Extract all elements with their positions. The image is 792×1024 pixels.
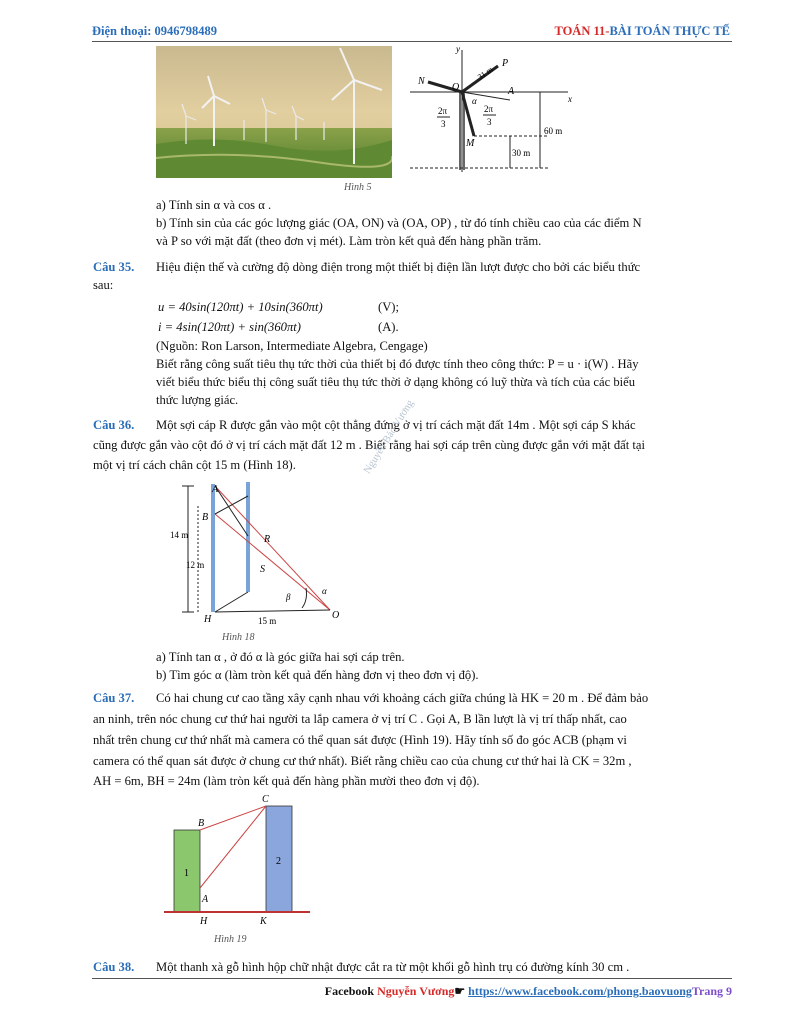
q35-eq-current-unit: (A). bbox=[378, 320, 399, 334]
fig5-left-angle-den: 3 bbox=[441, 119, 446, 129]
header-rule bbox=[92, 41, 732, 42]
q37-line5: AH = 6m, BH = 24m (làm tròn kết quả đến hàng phần mười theo đơn vị độ). bbox=[93, 774, 480, 788]
wind-turbine-photo bbox=[156, 46, 392, 178]
q35-label: Câu 35. bbox=[93, 260, 135, 274]
q36-label: Câu 36. bbox=[93, 418, 135, 432]
header-phone: Điện thoại: 0946798489 bbox=[92, 24, 217, 38]
fig5-60m-label: 60 m bbox=[544, 126, 563, 136]
pointing-hand-icon: ☛ bbox=[454, 984, 466, 998]
fig5-right-angle-num: 2π bbox=[484, 104, 494, 114]
fig5-O-label: O bbox=[452, 82, 460, 93]
fig5-alpha-label: α bbox=[472, 96, 477, 106]
fig18-15m-label: 15 m bbox=[258, 616, 277, 626]
fig5-P-label: P bbox=[502, 58, 509, 69]
q35-eq-current: i = 4sin(120πt) + sin(360πt) bbox=[158, 320, 301, 334]
q36-part-b: b) Tìm góc α (làm tròn kết quả đến hàng đơn vị theo đơn vị độ). bbox=[156, 668, 479, 682]
q36-line3: một vị trí cách chân cột 15 m (Hình 18). bbox=[93, 458, 296, 472]
building-diagram bbox=[164, 790, 316, 928]
q34-part-b-line1: b) Tính sin của các góc lượng giác (OA, ON) và (OA, OP) , từ đó tính chiều cao của các điểm N bbox=[156, 216, 642, 230]
fig19-A-label: A bbox=[202, 894, 209, 905]
q37-line4: camera có thể quan sát được ở chung cư thứ nhất). Biết rằng chiều cao của chung cư thứ hai là CK = 32m , bbox=[93, 754, 632, 768]
header-topic-prefix: TOÁN 11- bbox=[554, 24, 610, 38]
fig18-caption: Hình 18 bbox=[222, 632, 255, 643]
fig18-alpha-label: α bbox=[322, 586, 327, 596]
turbine-diagram bbox=[400, 44, 580, 178]
footer-facebook: Facebook bbox=[324, 984, 375, 998]
pole-2 bbox=[246, 482, 250, 592]
fig5-right-angle-den: 3 bbox=[487, 117, 492, 127]
header-topic bbox=[554, 24, 730, 39]
q35-eq-voltage-unit: (V); bbox=[378, 300, 399, 314]
pole-1 bbox=[211, 484, 215, 612]
fig18-O-label: O bbox=[332, 610, 340, 621]
fig19-caption: Hình 19 bbox=[214, 934, 247, 945]
q35-line5: thức lượng giác. bbox=[156, 393, 239, 407]
q37-line2: an ninh, trên nóc chung cư thứ hai người ta lắp camera ở vị trí C . Gọi A, B lần lượt là vị trí thấp nhất, cao bbox=[93, 712, 627, 726]
page-number: Trang 9 bbox=[691, 984, 732, 998]
fig18-12m-label: 12 m bbox=[186, 560, 205, 570]
fig5-M-label: M bbox=[466, 138, 475, 149]
fig5-30m-label: 30 m bbox=[512, 148, 531, 158]
fig5-y-label: y bbox=[456, 44, 460, 54]
fig5-A-label: A bbox=[508, 86, 515, 97]
footer bbox=[325, 984, 732, 999]
q36-part-a: a) Tính tan α , ở đó α là góc giữa hai sợi cáp trên. bbox=[156, 650, 405, 664]
fig19-building2-label: 2 bbox=[276, 856, 281, 867]
fig5-caption: Hình 5 bbox=[344, 182, 372, 193]
q36-line2: cũng được gắn vào cột đó ở vị trí cách mặt đất 12 m . Biết rằng hai sợi cáp trên cùng được gắn với mặt đất tại bbox=[93, 438, 645, 452]
q35-source: (Nguồn: Ron Larson, Intermediate Algebra, Cengage) bbox=[156, 339, 428, 353]
q34-part-b-line2: và P so với mặt đất (theo đơn vị mét). Làm tròn kết quả đến hàng phần trăm. bbox=[156, 234, 542, 248]
q37-label: Câu 37. bbox=[93, 691, 135, 705]
q34-part-a: a) Tính sin α và cos α . bbox=[156, 198, 272, 212]
fig19-H-label: H bbox=[200, 916, 208, 927]
header-topic-suffix: BÀI TOÁN THỰC TẾ bbox=[609, 24, 730, 38]
fig19-building1-label: 1 bbox=[184, 868, 189, 879]
q37-line3: nhất trên chung cư thứ nhất mà camera có thể quan sát được (Hình 19). Hãy tính số đo góc ACB (phạm vi bbox=[93, 733, 627, 747]
fig19-K-label: K bbox=[260, 916, 267, 927]
q35-line2: sau: bbox=[93, 278, 114, 292]
fig18-14m-label: 14 m bbox=[170, 530, 189, 540]
cable-diagram bbox=[168, 476, 358, 626]
fig18-B-label: B bbox=[202, 512, 209, 523]
fig18-A-label: A bbox=[212, 484, 219, 495]
footer-author: Nguyễn Vương bbox=[377, 984, 455, 998]
fig18-R-label: R bbox=[264, 534, 271, 545]
fig19-B-label: B bbox=[198, 818, 205, 829]
q35-line4: viết biểu thức biểu thị công suất tiêu thụ tức thời ở dạng không có luỹ thừa và tích của các biểu bbox=[156, 375, 635, 389]
fig18-beta-label: β bbox=[286, 592, 291, 602]
footer-rule bbox=[92, 978, 732, 979]
fig5-N-label: N bbox=[418, 76, 425, 87]
q36-line1: Một sợi cáp R được gắn vào một cột thẳng đứng ở vị trí cách mặt đất 14m . Một sợi cáp S khác bbox=[156, 418, 636, 432]
footer-link[interactable]: https://www.facebook.com/phong.baovuong bbox=[468, 984, 692, 998]
q35-line1: Hiệu điện thế và cường độ dòng điện trong một thiết bị điện lần lượt được cho bởi các biểu thức bbox=[156, 260, 641, 274]
watermark: Nguyễn Bảo Vương bbox=[362, 398, 417, 476]
q38-text: Một thanh xà gỗ hình hộp chữ nhật được cắt ra từ một khối gỗ hình trụ có đường kính 30 cm . bbox=[156, 960, 630, 974]
q35-eq-voltage: u = 40sin(120πt) + 10sin(360πt) bbox=[158, 300, 323, 314]
fig18-H-label: H bbox=[204, 614, 212, 625]
fig5-length-label: 31 m bbox=[475, 64, 495, 82]
cable-S bbox=[215, 514, 330, 610]
q37-line1: Có hai chung cư cao tầng xây cạnh nhau với khoảng cách giữa chúng là HK = 20 m . Để đảm bảo bbox=[156, 691, 649, 705]
fig18-S-label: S bbox=[260, 564, 265, 575]
q38-label: Câu 38. bbox=[93, 960, 135, 974]
fig5-left-angle-num: 2π bbox=[438, 106, 448, 116]
q35-line3: Biết rằng công suất tiêu thụ tức thời của thiết bị đó được tính theo công thức: P = u · i(W) . Hãy bbox=[156, 357, 639, 371]
fig5-x-label: x bbox=[568, 94, 572, 104]
fig19-C-label: C bbox=[262, 794, 269, 805]
